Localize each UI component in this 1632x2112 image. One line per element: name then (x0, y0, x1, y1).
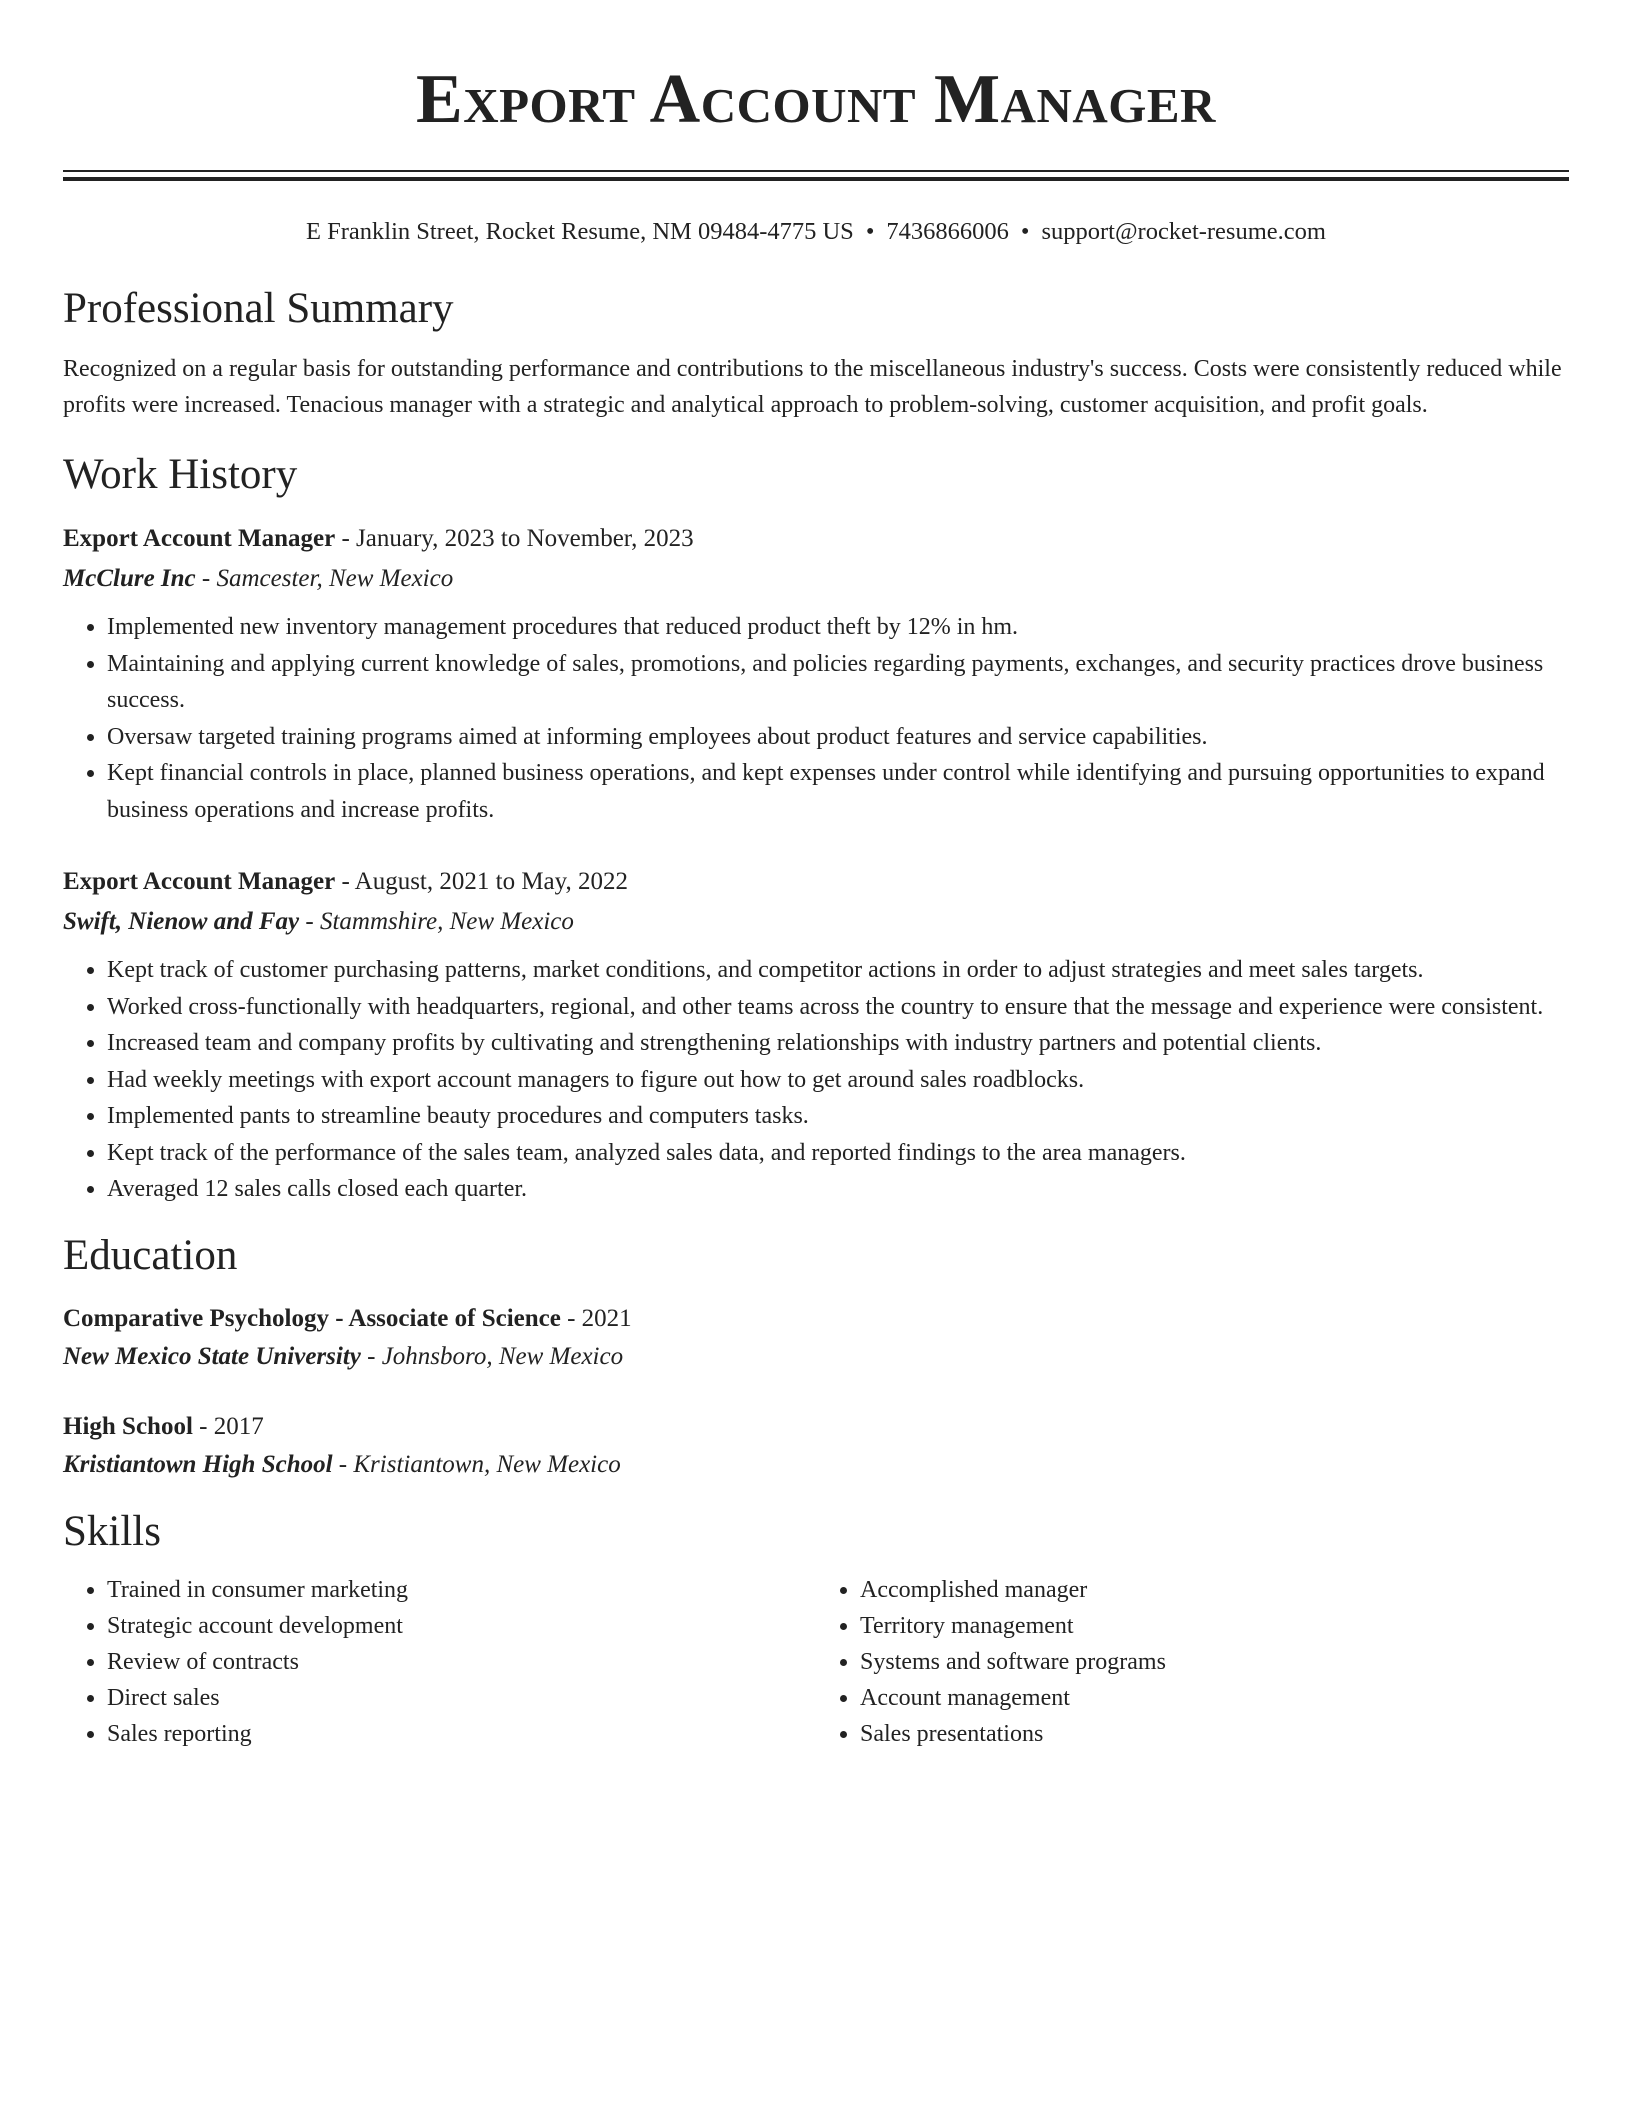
contact-separator: • (865, 218, 875, 245)
skills-columns (63, 1572, 1569, 1752)
contact-phone: 7436866006 (886, 218, 1009, 245)
job-company-line (63, 559, 1569, 599)
job-bullet: • Implemented pants to streamline beauty procedures and computers tasks. (107, 1098, 1569, 1135)
section-heading-summary: Professional Summary (63, 285, 454, 332)
job-entry (63, 519, 1569, 828)
skill-item: • Sales presentations (860, 1716, 1569, 1752)
job-title-line (63, 862, 1569, 902)
education-location: - Johnsboro, New Mexico (360, 1342, 624, 1370)
job-title: Export Account Manager (63, 525, 336, 552)
job-bullet: • Worked cross-functionally with headquarters, regional, and other teams across the country to ensure that the message and experience were consistent. (107, 989, 1569, 1026)
job-title-line (63, 519, 1569, 559)
contact-line (63, 217, 1569, 247)
skill-item: • Account management (860, 1680, 1569, 1716)
education-degree: High School (63, 1412, 193, 1440)
job-title: Export Account Manager (63, 868, 336, 895)
contact-address: E Franklin Street, Rocket Resume, NM 09484-4775 US (306, 218, 854, 245)
job-company-line (63, 902, 1569, 942)
education-degree-line (63, 1300, 1569, 1338)
skill-item: • Sales reporting (107, 1716, 816, 1752)
job-bullet: • Maintaining and applying current knowledge of sales, promotions, and policies regarding payments, exchanges, and security practices drove business success. (107, 646, 1569, 719)
skill-item: • Systems and software programs (860, 1644, 1569, 1680)
job-entry (63, 862, 1569, 1208)
job-dates: - January, 2023 to November, 2023 (335, 525, 694, 552)
job-company: McClure Inc (63, 565, 196, 592)
job-bullet: • Had weekly meetings with export account managers to figure out how to get around sales roadblocks. (107, 1062, 1569, 1099)
skills-list-right (816, 1572, 1569, 1752)
education-school: New Mexico State University (63, 1342, 361, 1370)
job-bullets (63, 609, 1569, 828)
contact-separator: • (1020, 218, 1030, 245)
job-location: - Stammshire, New Mexico (299, 908, 574, 935)
title-divider (63, 170, 1569, 181)
resume-title: Export Account Manager (416, 61, 1216, 138)
education-year: - 2017 (192, 1412, 264, 1440)
job-bullet: • Kept financial controls in place, planned business operations, and kept expenses under control while identifying and pursuing opportunities to expand business operations and increase profits. (107, 755, 1569, 828)
skills-list-left (63, 1572, 816, 1752)
education-school: Kristiantown High School (63, 1450, 333, 1478)
skill-item: • Territory management (860, 1608, 1569, 1644)
job-bullet: • Increased team and company profits by cultivating and strengthening relationships with industry partners and potential clients. (107, 1025, 1569, 1062)
job-dates: - August, 2021 to May, 2022 (335, 868, 629, 895)
education-school-line (63, 1338, 1569, 1376)
skill-item: • Direct sales (107, 1680, 816, 1716)
education-school-line (63, 1446, 1569, 1484)
section-heading-work-history: Work History (63, 451, 298, 498)
contact-email: support@rocket-resume.com (1041, 218, 1326, 245)
skill-item: • Trained in consumer marketing (107, 1572, 816, 1608)
job-location: - Samcester, New Mexico (195, 565, 454, 592)
education-degree-line (63, 1408, 1569, 1446)
section-heading-skills: Skills (63, 1507, 161, 1555)
education-degree: Comparative Psychology - Associate of Science (63, 1304, 561, 1332)
education-location: - Kristiantown, New Mexico (332, 1450, 621, 1478)
job-bullets (63, 952, 1569, 1208)
job-bullet: • Kept track of the performance of the sales team, analyzed sales data, and reported findings to the area managers. (107, 1135, 1569, 1172)
job-bullet: • Averaged 12 sales calls closed each quarter. (107, 1171, 1569, 1208)
education-year: - 2021 (560, 1304, 632, 1332)
job-bullet: • Oversaw targeted training programs aimed at informing employees about product features and service capabilities. (107, 719, 1569, 756)
education-entry (63, 1408, 1569, 1484)
skill-item: • Strategic account development (107, 1608, 816, 1644)
skill-item: • Review of contracts (107, 1644, 816, 1680)
summary-text: Recognized on a regular basis for outstanding performance and contributions to the miscellaneous industry's success. Costs were consistently reduced while profits were increased. Tenacious manager with a strategic and analytical approach to problem-solving, customer acquisition, and profit goals. (63, 356, 1562, 418)
section-heading-education: Education (63, 1231, 238, 1279)
job-bullet: • Implemented new inventory management procedures that reduced product theft by 12% in hm. (107, 609, 1569, 646)
education-entry (63, 1300, 1569, 1376)
job-bullet: • Kept track of customer purchasing patterns, market conditions, and competitor actions in order to adjust strategies and meet sales targets. (107, 952, 1569, 989)
job-company: Swift, Nienow and Fay (63, 908, 300, 935)
skill-item: • Accomplished manager (860, 1572, 1569, 1608)
